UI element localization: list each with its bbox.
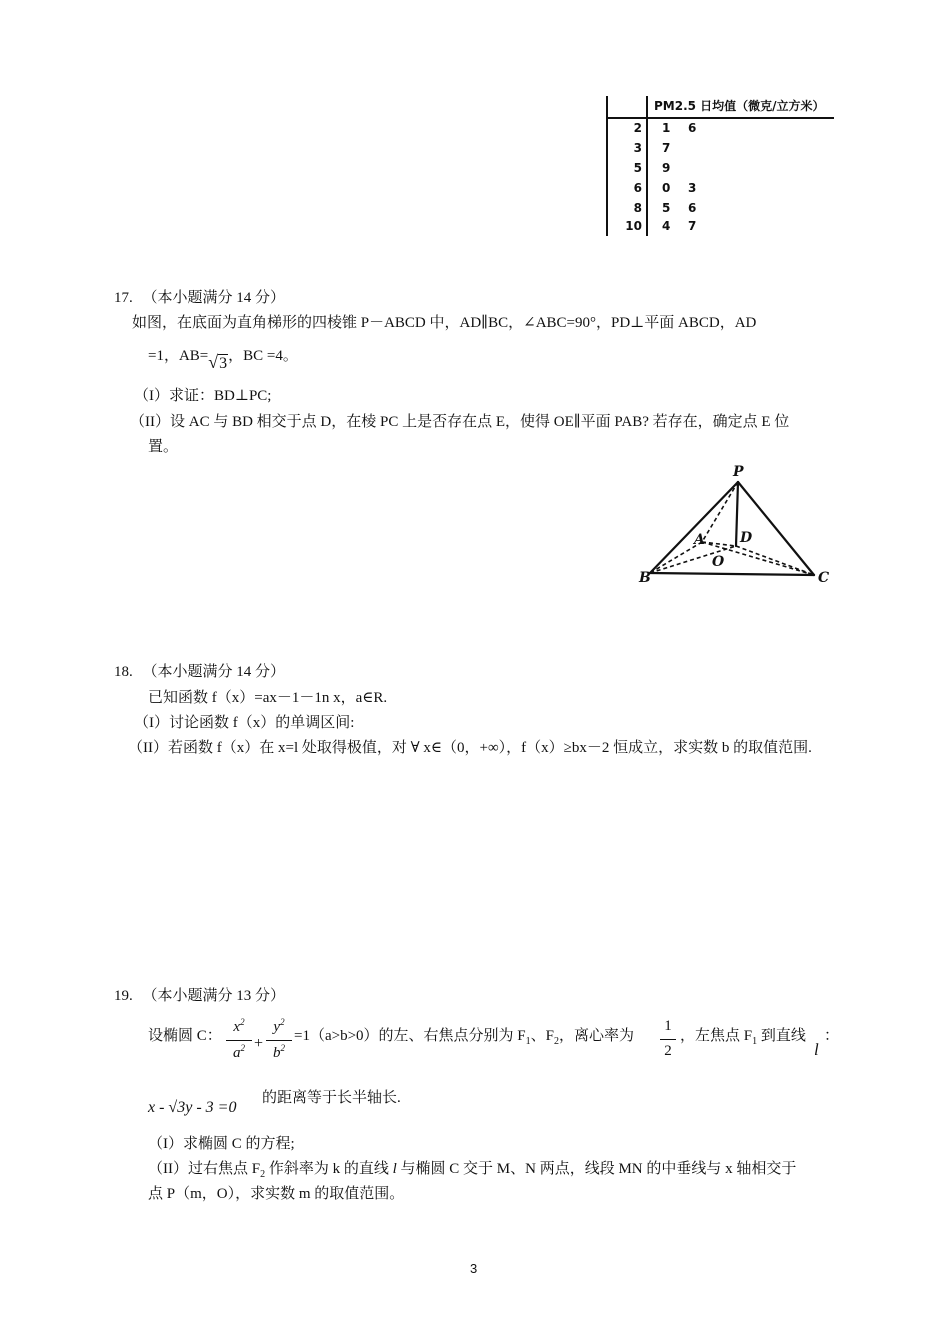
subscript: 2 [260,1169,266,1180]
q17-score: （本小题满分 14 分） [142,290,286,306]
text-segment: ，左焦点 F [680,1028,753,1044]
q18-score: （本小题满分 14 分） [142,664,286,680]
q19-part2-line2: 点 P（m，O），求实数 m 的取值范围。 [148,1186,405,1202]
fraction-bar [226,1040,252,1041]
leaf-value: 7 [662,141,671,155]
q19-part2-line1 [148,1159,796,1183]
q17-part1: （I）求证：BD⊥PC; [134,388,272,404]
table-header: PM2.5 日均值（微克/立方米） [654,99,825,113]
stem-value: 10 [625,219,642,233]
q18-heading [114,662,285,684]
colon: ： [824,1028,840,1044]
text-segment: 与椭圆 C 交于 M、N 两点，线段 MN 的中垂线与 x 轴相交于 [396,1161,797,1177]
exponent: 2 [280,1042,285,1053]
edge-pb [650,482,738,573]
q19-intro: 设椭圆 C： [148,1028,222,1044]
edge-pd [736,482,738,546]
exponent: 2 [240,1042,245,1053]
edge-bc [650,573,814,575]
leaf-value: 3 [688,181,697,195]
fraction-numerator [266,1016,292,1039]
edge-pa [702,482,738,542]
stem-value: 5 [633,161,642,175]
subscript: 1 [525,1036,531,1047]
q17-part2-line1: （II）设 AC 与 BD 相交于点 D，在棱 PC 上是否存在点 E，使得 OE∥平面 PAB? 若存在，确定点 E 位 [130,414,790,430]
sqrt-radicand: 3 [219,355,228,372]
stem-value: 2 [633,121,642,135]
fraction-numerator: 1 [664,1018,672,1034]
fraction-y2-b2 [266,1016,292,1065]
fraction-bar [266,1040,292,1041]
q17-number: 17. [114,290,133,306]
q18-part2: （II）若函数 f（x）在 x=l 处取得极值，对 ∀ x∈（0，+∞），f（x）≥bx－2 恒成立，求实数 b 的取值范围. [128,740,812,756]
var-l: l [392,1161,397,1177]
var-y: y [273,1019,281,1035]
q18-line1: 已知函数 f（x）=ax－1－1n x，a∈R. [148,690,388,706]
subscript: 2 [553,1036,559,1047]
stem-leaf-table [606,96,838,236]
q17-part2-line2: 置。 [148,439,179,455]
text-segment: =1（a>b>0）的左、右焦点分别为 F [294,1028,526,1044]
q18-number: 18. [114,664,133,680]
q18-part1: （I）讨论函数 f（x）的单调区间: [134,715,355,731]
q19-line1-text [294,1026,634,1050]
fraction-bar [660,1039,676,1040]
q19-part1: （I）求椭圆 C 的方程; [148,1136,295,1152]
leaf-value: 6 [688,201,697,215]
var-b: b [273,1044,281,1061]
leaf-value: 6 [688,121,697,135]
stem-value: 8 [633,201,642,215]
var-l: l [814,1040,819,1059]
text-segment: 、F [530,1028,554,1044]
leaf-value: 5 [662,201,671,215]
q17-heading [114,288,285,310]
stem-value: 6 [633,181,642,195]
leaf-value: 7 [688,219,697,233]
leaf-value: 0 [662,181,671,195]
text-segment: ，离心率为 [558,1028,634,1044]
table-row [606,218,836,238]
fraction-x2-a2 [226,1016,252,1065]
label-o: O [712,554,725,570]
table-row [606,200,836,220]
label-p: P [733,464,744,480]
q17-line2 [148,341,298,372]
fraction-denominator: 2 [664,1042,672,1059]
q17-line2a: =1，AB= [148,348,209,364]
label-d: D [740,530,753,546]
exponent: 2 [240,1017,245,1027]
fraction-one-half [660,1016,676,1063]
label-c: C [818,570,830,586]
text-segment: （II）过右焦点 F [148,1161,261,1177]
table-row [606,140,836,160]
table-header-divider [606,117,834,119]
line-equation: x - √3y - 3 =0 [148,1099,237,1116]
stem-value: 3 [633,141,642,155]
q19-heading [114,986,285,1008]
sqrt-symbol: √ [208,352,219,372]
pyramid-figure [636,462,836,590]
fraction-numerator [226,1016,252,1039]
var-x: x [233,1019,241,1035]
table-row [606,180,836,200]
label-a: A [694,532,705,548]
exponent: 2 [280,1017,285,1027]
q19-line1-tail [680,1026,806,1050]
leaf-value: 9 [662,161,671,175]
table-row [606,120,836,140]
text-segment: 到直线 [757,1028,806,1044]
edge-ad [702,542,736,546]
page-number: 3 [470,1261,478,1276]
leaf-value: 1 [662,121,671,135]
label-b: B [639,570,651,586]
leaf-value: 4 [662,219,671,233]
q17-line1: 如图，在底面为直角梯形的四棱锥 P－ABCD 中，AD∥BC，∠ABC=90°，PD⊥平面 ABCD，AD [132,315,757,331]
plus-sign: + [254,1035,264,1052]
q19-score: （本小题满分 13 分） [142,988,286,1004]
fraction-denominator [226,1042,252,1065]
table-row [606,160,836,180]
fraction-denominator [266,1042,292,1065]
subscript: 1 [752,1036,758,1047]
q19-line2: 的距离等于长半轴长. [262,1090,401,1106]
q17-line2b: ，BC =4。 [228,348,298,364]
q19-number: 19. [114,988,133,1004]
text-segment: 作斜率为 k 的直线 [265,1161,393,1177]
var-a: a [233,1044,241,1061]
